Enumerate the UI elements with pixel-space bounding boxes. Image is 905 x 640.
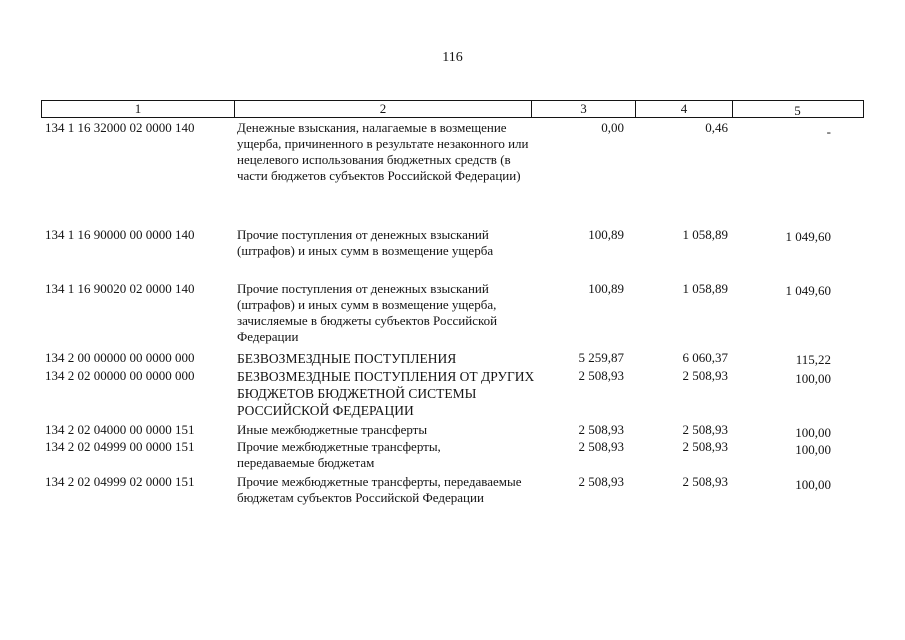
row-col3: 2 508,93 xyxy=(578,368,624,383)
row-name: БЕЗВОЗМЕЗДНЫЕ ПОСТУПЛЕНИЯ xyxy=(237,351,457,366)
row-col5: 100,00 xyxy=(795,425,831,440)
row-name: Прочие поступления от денежных взысканий (штрафов) и иных сумм в возмещение ущерба, зачисляемые в бюджеты субъектов Российской Федерации xyxy=(237,281,498,344)
row-col4: 6 060,37 xyxy=(682,350,728,365)
row-name: Прочие межбюджетные трансферты, передаваемые бюджетам субъектов Российской Федерации xyxy=(237,474,522,505)
row-col5: - xyxy=(826,124,831,139)
row-name: БЕЗВОЗМЕЗДНЫЕ ПОСТУПЛЕНИЯ ОТ ДРУГИХ БЮДЖЕТОВ БЮДЖЕТНОЙ СИСТЕМЫ РОССИЙСКОЙ ФЕДЕРАЦИИ xyxy=(237,369,535,418)
row-col5: 100,00 xyxy=(795,442,831,457)
row-col5: 100,00 xyxy=(795,371,831,386)
table-header xyxy=(41,100,864,118)
header-col-1: 1 xyxy=(134,101,142,116)
row-code: 134 2 02 00000 00 0000 000 xyxy=(45,368,195,383)
row-code: 134 1 16 32000 02 0000 140 xyxy=(45,120,195,135)
header-col-2: 2 xyxy=(234,101,531,117)
header-col-4: 4 xyxy=(635,101,732,117)
row-name: Иные межбюджетные трансферты xyxy=(237,422,428,437)
row-col5: 1 049,60 xyxy=(785,229,831,244)
row-col4: 2 508,93 xyxy=(682,474,728,489)
row-col5: 1 049,60 xyxy=(785,283,831,298)
row-col3: 0,00 xyxy=(601,120,624,135)
row-code: 134 2 02 04000 00 0000 151 xyxy=(45,422,195,437)
row-col3: 2 508,93 xyxy=(578,422,624,437)
row-col3: 5 259,87 xyxy=(578,350,624,365)
row-col4: 1 058,89 xyxy=(682,227,728,242)
row-col4: 2 508,93 xyxy=(682,368,728,383)
row-code: 134 2 02 04999 00 0000 151 xyxy=(45,439,195,454)
page-number: 116 xyxy=(442,50,463,65)
row-col3: 100,89 xyxy=(588,227,624,242)
row-name: Прочие межбюджетные трансферты, передаваемые бюджетам xyxy=(237,439,441,470)
row-code: 134 2 02 04999 02 0000 151 xyxy=(45,474,195,489)
row-col5: 100,00 xyxy=(795,477,831,492)
row-col4: 2 508,93 xyxy=(682,439,728,454)
row-col5: 115,22 xyxy=(795,352,831,367)
row-col4: 1 058,89 xyxy=(682,281,728,296)
row-name: Прочие поступления от денежных взысканий (штрафов) и иных сумм в возмещение ущерба xyxy=(237,227,494,258)
header-col-5: 5 xyxy=(732,101,862,117)
row-col4: 2 508,93 xyxy=(682,422,728,437)
row-code: 134 1 16 90020 02 0000 140 xyxy=(45,281,195,296)
row-code: 134 2 00 00000 00 0000 000 xyxy=(45,350,195,365)
row-code: 134 1 16 90000 00 0000 140 xyxy=(45,227,195,242)
header-col-3: 3 xyxy=(531,101,635,117)
row-col3: 2 508,93 xyxy=(578,474,624,489)
row-name: Денежные взыскания, налагаемые в возмещение ущерба, причиненного в результате незаконного или нецелевого использования бюджетных средств (в части бюджетов субъектов Российской Федерации) xyxy=(237,120,529,183)
row-col4: 0,46 xyxy=(705,120,728,135)
row-col3: 2 508,93 xyxy=(578,439,624,454)
row-col3: 100,89 xyxy=(588,281,624,296)
